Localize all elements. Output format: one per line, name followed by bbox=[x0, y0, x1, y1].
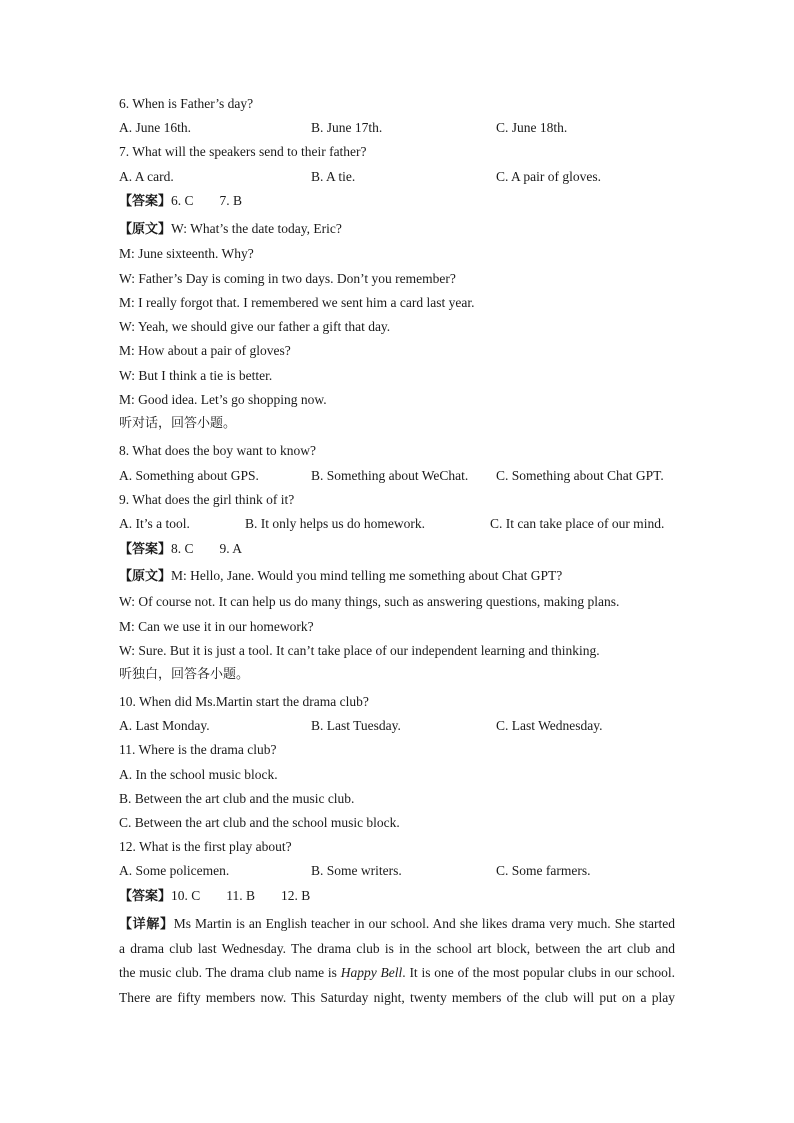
answer-tag: 【答案】 bbox=[119, 889, 172, 904]
club-name: Happy Bell bbox=[340, 965, 403, 980]
transcript-line: M: How about a pair of gloves? bbox=[119, 343, 291, 358]
transcript-line: M: I really forgot that. I remembered we sent him a card last year. bbox=[119, 295, 475, 310]
q7-option-c: C. A pair of gloves. bbox=[496, 169, 601, 184]
question-12: 12. What is the first play about? bbox=[119, 839, 292, 854]
detail-tag: 【详解】 bbox=[119, 917, 174, 932]
q9-option-c: C. It can take place of our mind. bbox=[490, 516, 665, 531]
q8-option-a: A. Something about GPS. bbox=[119, 468, 259, 483]
detail-line: a drama club last Wednesday. The drama club is in the school art block, between the art club and bbox=[119, 941, 675, 956]
question-8: 8. What does the boy want to know? bbox=[119, 443, 316, 458]
answer-tag: 【答案】 bbox=[119, 542, 172, 557]
answer-tag: 【答案】 bbox=[119, 194, 172, 209]
answer-10: 10. C bbox=[171, 888, 201, 903]
transcript-line: 【原文】M: Hello, Jane. Would you mind telling me something about Chat GPT? bbox=[119, 568, 563, 584]
detail-line: There are fifty members now. This Saturday night, twenty members of the club will put on a play bbox=[119, 990, 675, 1005]
q12-option-c: C. Some farmers. bbox=[496, 863, 591, 878]
answer-8: 8. C bbox=[171, 541, 194, 556]
q6-option-a: A. June 16th. bbox=[119, 120, 191, 135]
detail-line: 【详解】Ms Martin is an English teacher in our school. And she likes drama very much. She started bbox=[119, 916, 675, 932]
section-instruction: 听对话，回答小题。 bbox=[119, 416, 237, 431]
transcript-tag: 【原文】 bbox=[119, 569, 172, 584]
q10-option-b: B. Last Tuesday. bbox=[311, 718, 401, 733]
question-7: 7. What will the speakers send to their father? bbox=[119, 144, 367, 159]
answer-line-10-12 bbox=[119, 887, 310, 906]
q10-option-c: C. Last Wednesday. bbox=[496, 718, 603, 733]
q7-option-a: A. A card. bbox=[119, 169, 174, 184]
q6-option-c: C. June 18th. bbox=[496, 120, 568, 135]
transcript-line: M: Can we use it in our homework? bbox=[119, 619, 314, 634]
q11-option-a: A. In the school music block. bbox=[119, 767, 278, 782]
q9-option-b: B. It only helps us do homework. bbox=[245, 516, 425, 531]
answer-7: 7. B bbox=[219, 193, 243, 208]
transcript-tag: 【原文】 bbox=[119, 222, 172, 237]
q10-option-a: A. Last Monday. bbox=[119, 718, 210, 733]
answer-line-6-7 bbox=[119, 192, 242, 211]
q11-option-c: C. Between the art club and the school music block. bbox=[119, 815, 400, 830]
answer-6: 6. C bbox=[171, 193, 194, 208]
q12-option-b: B. Some writers. bbox=[311, 863, 402, 878]
section-instruction: 听独白，回答各小题。 bbox=[119, 667, 250, 682]
q9-option-a: A. It’s a tool. bbox=[119, 516, 190, 531]
question-9: 9. What does the girl think of it? bbox=[119, 492, 295, 507]
q8-option-b: B. Something about WeChat. bbox=[311, 468, 469, 483]
transcript-line: 【原文】W: What’s the date today, Eric? bbox=[119, 221, 342, 237]
transcript-line: M: June sixteenth. Why? bbox=[119, 246, 254, 261]
q11-option-b: B. Between the art club and the music club. bbox=[119, 791, 355, 806]
q8-option-c: C. Something about Chat GPT. bbox=[496, 468, 664, 483]
transcript-line: W: Father’s Day is coming in two days. Don’t you remember? bbox=[119, 271, 456, 286]
answer-9: 9. A bbox=[219, 541, 243, 556]
question-10: 10. When did Ms.Martin start the drama club? bbox=[119, 694, 369, 709]
detail-line: the music club. The drama club name is Happy Bell. It is one of the most popular clubs in our school. bbox=[119, 965, 676, 980]
q6-option-b: B. June 17th. bbox=[311, 120, 383, 135]
question-11: 11. Where is the drama club? bbox=[119, 742, 277, 757]
transcript-line: W: Of course not. It can help us do many things, such as answering questions, making plans. bbox=[119, 594, 620, 609]
answer-12: 12. B bbox=[281, 888, 311, 903]
transcript-line: W: Yeah, we should give our father a gift that day. bbox=[119, 319, 391, 334]
transcript-line: W: But I think a tie is better. bbox=[119, 368, 273, 383]
answer-line-8-9 bbox=[119, 540, 242, 559]
transcript-line: W: Sure. But it is just a tool. It can’t take place of our independent learning and thinking. bbox=[119, 643, 600, 658]
q12-option-a: A. Some policemen. bbox=[119, 863, 230, 878]
transcript-line: M: Good idea. Let’s go shopping now. bbox=[119, 392, 327, 407]
answer-11: 11. B bbox=[226, 888, 256, 903]
question-6: 6. When is Father’s day? bbox=[119, 96, 254, 111]
q7-option-b: B. A tie. bbox=[311, 169, 356, 184]
